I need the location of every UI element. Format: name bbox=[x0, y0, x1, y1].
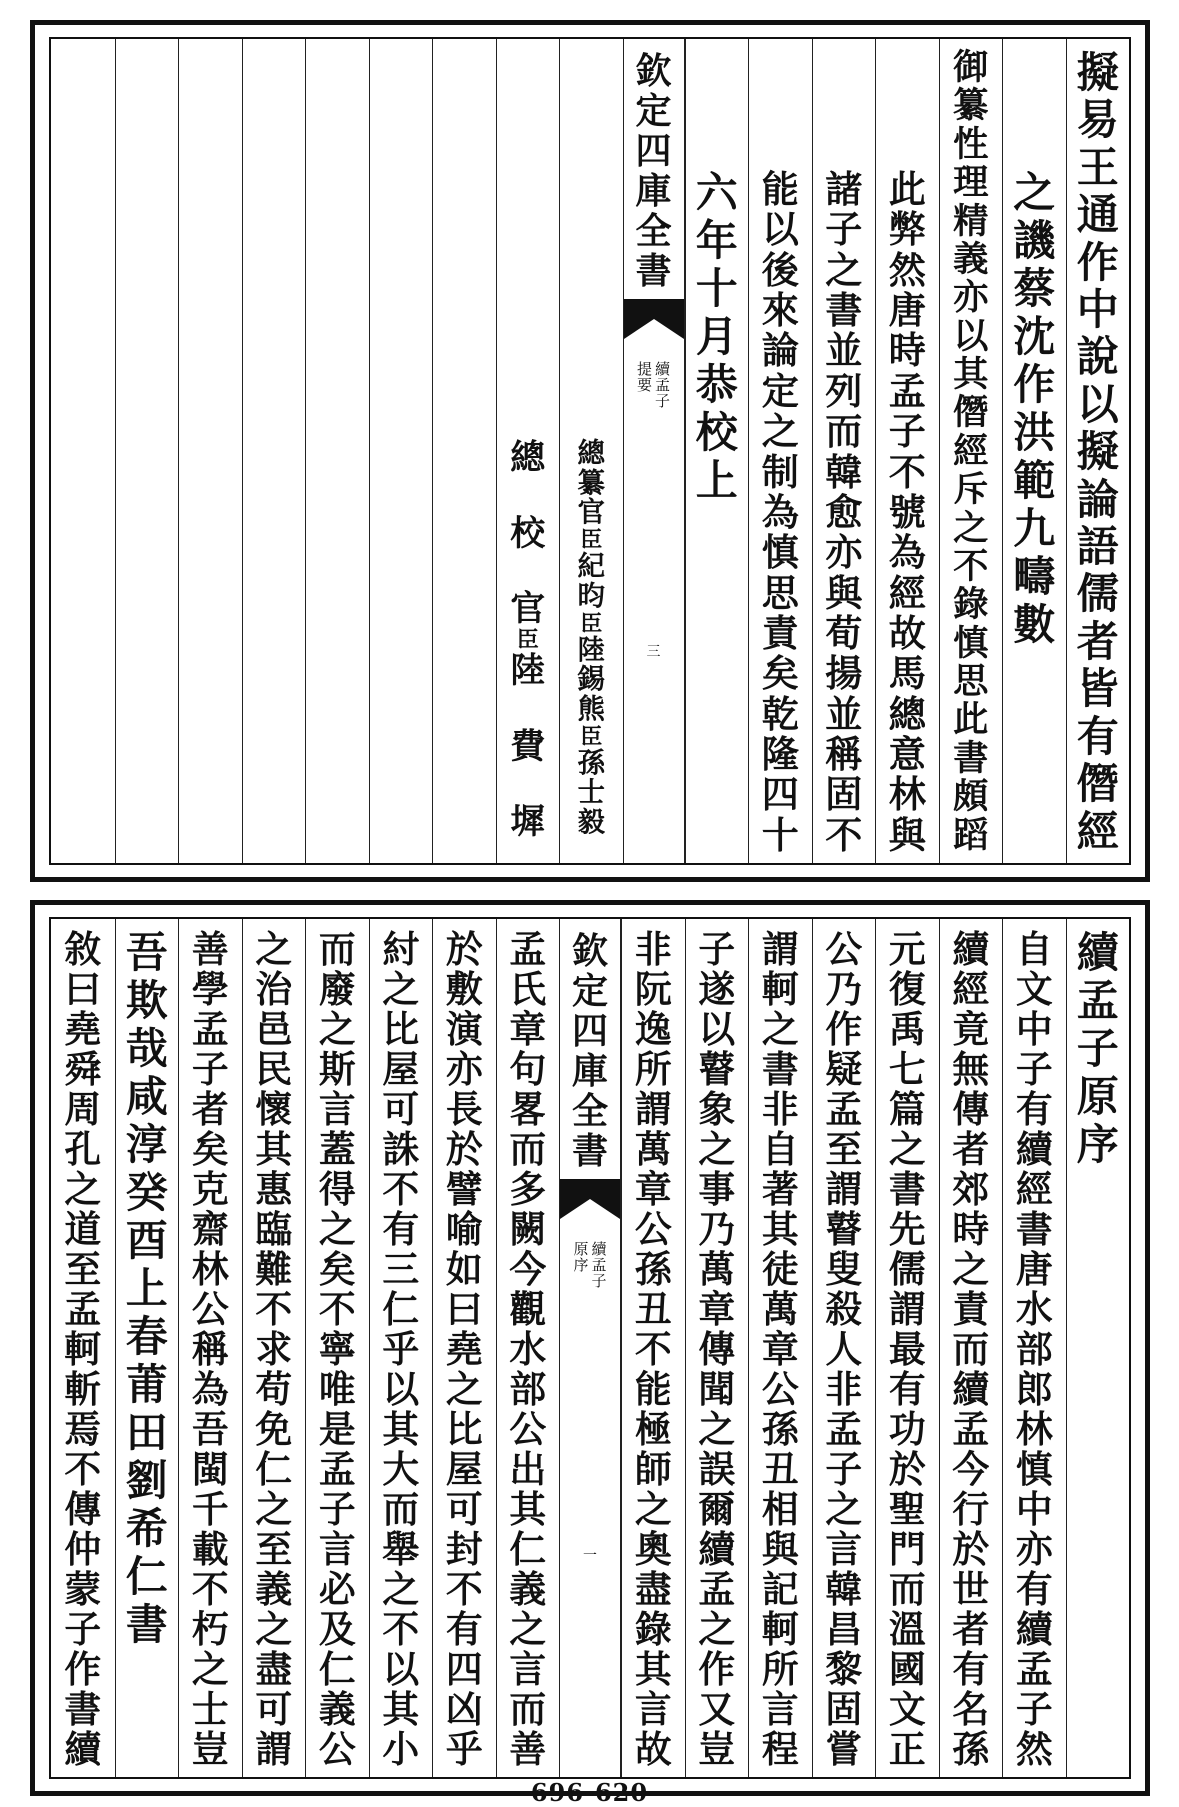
vertical-text-line: 吾 欺 哉 咸 淳 癸 酉 上 春 莆 田 劉 希 仁 書 bbox=[125, 928, 168, 1649]
banxin-center-column bbox=[623, 39, 685, 863]
text-column bbox=[1002, 39, 1066, 863]
vertical-text-line: 非 阮 逸 所 謂 萬 章 公 孫 丑 不 能 極 師 之 奧 盡 錄 其 言 故 bbox=[634, 927, 672, 1771]
empty-ruled-column bbox=[305, 39, 369, 863]
text-column bbox=[242, 919, 306, 1777]
empty-ruled-column bbox=[115, 39, 179, 863]
vertical-text-line: 之 譏 蔡 沈 作 洪 範 九 疇 數 bbox=[1013, 168, 1056, 649]
text-column bbox=[115, 919, 179, 1777]
vertical-text-line: 能 以 後 來 論 定 之 制 為 慎 思 責 矣 乾 隆 四 十 bbox=[761, 167, 799, 857]
vertical-text-line: 自 文 中 子 有 續 經 書 唐 水 部 郎 林 慎 中 亦 有 續 孟 子 然 bbox=[1015, 927, 1053, 1771]
vertical-text-line: 善 學 孟 子 者 矣 克 齋 林 公 稱 為 吾 閩 千 載 不 朽 之 士 豈 bbox=[191, 927, 229, 1771]
text-column bbox=[559, 39, 623, 863]
fishtail-mark-icon bbox=[560, 1179, 620, 1223]
vertical-text-line: 紂 之 比 屋 可 誅 不 有 三 仁 乎 以 其 大 而 舉 之 不 以 其 小 bbox=[382, 927, 420, 1771]
text-column bbox=[685, 919, 749, 1777]
text-column bbox=[621, 919, 685, 1777]
text-column bbox=[305, 919, 369, 1777]
vertical-text-line: 御 纂 性 理 精 義 亦 以 其 僭 經 斥 之 不 錄 慎 思 此 書 頗 蹈 bbox=[953, 47, 989, 856]
bottom-page-frame bbox=[49, 917, 1131, 1779]
banxin-folio-number: 三 bbox=[646, 643, 661, 660]
text-column bbox=[432, 919, 496, 1777]
top-page bbox=[30, 20, 1150, 882]
text-column bbox=[685, 39, 749, 863]
vertical-text-line: 子 遂 以 瞽 象 之 事 乃 萬 章 傳 聞 之 誤 爾 續 孟 之 作 又 豈 bbox=[698, 927, 736, 1771]
vertical-text-line: 元 復 禹 七 篇 之 書 先 儒 謂 最 有 功 於 聖 門 而 溫 國 文 正 bbox=[888, 927, 926, 1771]
text-column bbox=[748, 919, 812, 1777]
vertical-text-line: 之 治 邑 民 懷 其 惠 臨 難 不 求 苟 免 仁 之 至 義 之 盡 可 謂 bbox=[255, 927, 293, 1771]
banxin-book-section bbox=[624, 361, 684, 409]
text-column bbox=[496, 39, 560, 863]
empty-ruled-column bbox=[432, 39, 496, 863]
banxin-book-title: 續 孟 子 bbox=[655, 360, 671, 410]
text-column bbox=[875, 919, 939, 1777]
vertical-text-line: 敘 曰 堯 舜 周 孔 之 道 至 孟 軻 斬 焉 不 傳 仲 蒙 子 作 書 續 bbox=[64, 927, 102, 1771]
banxin-book-section bbox=[560, 1241, 620, 1289]
banxin-book-title: 續 孟 子 bbox=[591, 1240, 607, 1290]
empty-ruled-column bbox=[242, 39, 306, 863]
text-column bbox=[748, 39, 812, 863]
bottom-page bbox=[30, 900, 1150, 1796]
vertical-text-line: 欽 定 四 庫 全 書 bbox=[571, 930, 608, 1172]
text-column bbox=[875, 39, 939, 863]
vertical-text-line: 續 經 竟 無 傳 者 郊 時 之 責 而 續 孟 今 行 於 世 者 有 名 孫 bbox=[952, 927, 990, 1771]
vertical-text-line: 欽 定 四 庫 全 書 bbox=[635, 50, 672, 292]
vertical-text-line: 公 乃 作 疑 孟 至 謂 瞽 叟 殺 人 非 孟 子 之 言 韓 昌 黎 固 嘗 bbox=[825, 927, 863, 1771]
vertical-text-line: 而 廢 之 斯 言 蓋 得 之 矣 不 寧 唯 是 孟 子 言 必 及 仁 義 公 bbox=[318, 927, 356, 1771]
banxin-folio-number: 一 bbox=[583, 1548, 597, 1565]
vertical-text-line: 總 校 官 臣 陸 費 墀 bbox=[510, 437, 546, 843]
empty-ruled-column bbox=[369, 39, 433, 863]
vertical-text-line: 謂 軻 之 書 非 自 著 其 徒 萬 章 公 孫 丑 相 與 記 軻 所 言 程 bbox=[761, 927, 799, 1771]
vertical-text-line: 六 年 十 月 恭 校 上 bbox=[695, 168, 738, 505]
text-column bbox=[51, 919, 115, 1777]
text-column bbox=[1066, 39, 1130, 863]
text-column bbox=[178, 919, 242, 1777]
banxin-center-column bbox=[559, 919, 621, 1777]
text-column bbox=[496, 919, 560, 1777]
vertical-text-line: 續 孟 子 原 序 bbox=[1076, 928, 1119, 1169]
text-column bbox=[939, 39, 1003, 863]
vertical-text-line: 總 纂 官 臣 紀 昀 臣 陸 錫 熊 臣 孫 士 毅 bbox=[577, 437, 605, 839]
text-column bbox=[369, 919, 433, 1777]
banxin-section: 原 序 bbox=[573, 1240, 589, 1274]
top-page-frame bbox=[49, 37, 1131, 865]
text-column bbox=[812, 39, 876, 863]
text-column bbox=[1066, 919, 1130, 1777]
vertical-text-line: 此 弊 然 唐 時 孟 子 不 號 為 經 故 馬 總 意 林 與 bbox=[888, 167, 926, 857]
page-footer-number: 696-620 bbox=[530, 1778, 649, 1807]
banxin-section: 提 要 bbox=[636, 360, 652, 394]
vertical-text-line: 孟 氏 章 句 畧 而 多 闕 今 觀 水 部 公 出 其 仁 義 之 言 而 善 bbox=[509, 927, 547, 1771]
empty-ruled-column bbox=[51, 39, 115, 863]
fishtail-mark-icon bbox=[624, 299, 684, 343]
vertical-text-line: 擬 易 王 通 作 中 說 以 擬 論 語 儒 者 皆 有 僭 經 bbox=[1076, 48, 1119, 856]
vertical-text-line: 於 敷 演 亦 長 於 譬 喻 如 曰 堯 之 比 屋 可 封 不 有 四 凶 乎 bbox=[445, 927, 483, 1771]
vertical-text-line: 諸 子 之 書 並 列 而 韓 愈 亦 與 荀 揚 並 稱 固 不 bbox=[825, 167, 863, 857]
empty-ruled-column bbox=[178, 39, 242, 863]
text-column bbox=[1002, 919, 1066, 1777]
text-column bbox=[939, 919, 1003, 1777]
text-column bbox=[812, 919, 876, 1777]
